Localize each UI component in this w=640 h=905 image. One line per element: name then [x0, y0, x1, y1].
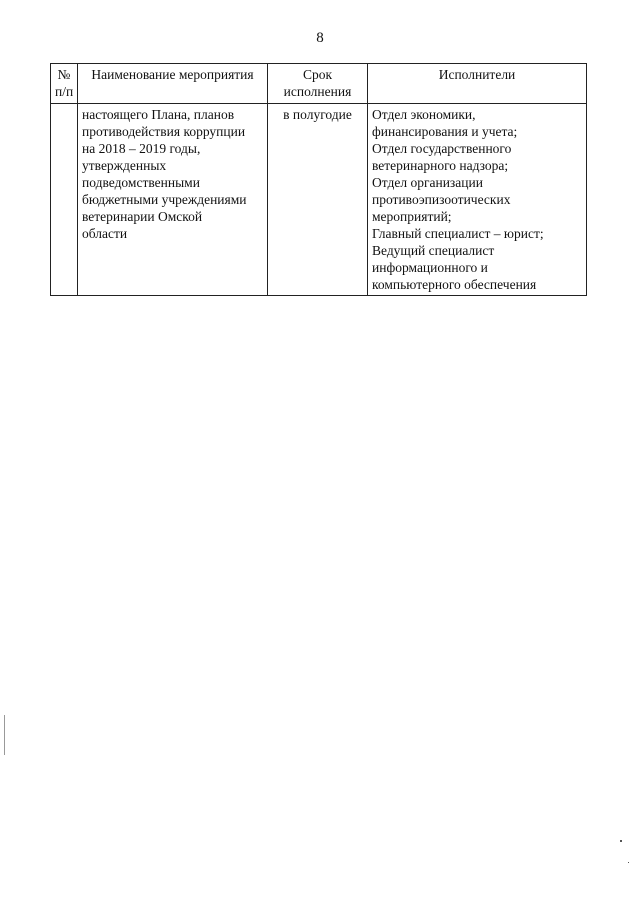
table-header-row [51, 64, 587, 104]
executor-line: противоэпизоотических [372, 192, 511, 207]
cell-term: в полугодие [268, 104, 368, 296]
header-term [268, 64, 368, 104]
executor-line: информационного и [372, 260, 488, 275]
cell-num [51, 104, 78, 296]
page-number: 8 [316, 30, 324, 46]
name-line: области [82, 226, 128, 241]
header-name [78, 64, 268, 104]
name-line: утвержденных [82, 158, 167, 173]
table-row [51, 104, 587, 296]
executor-line: финансирования и учета; [372, 124, 518, 139]
name-line: противодействия коррупции [82, 124, 246, 139]
executor-line: Отдел экономики, [372, 107, 476, 122]
executor-line: мероприятий; [372, 209, 452, 224]
header-term-line: исполнения [283, 84, 352, 99]
cell-executors [368, 104, 587, 296]
header-executors-label: Исполнители [438, 67, 516, 82]
scan-speck [628, 862, 629, 863]
name-line: настоящего Плана, планов [82, 107, 235, 122]
executor-line: Ведущий специалист [372, 243, 495, 258]
name-line: ветеринарии Омской [82, 209, 203, 224]
cell-name [78, 104, 268, 296]
header-name-label: Наименование мероприятия [91, 67, 254, 82]
executor-line: Главный специалист – юрист; [372, 226, 544, 241]
header-num-line: № [57, 67, 71, 82]
header-executors [368, 64, 587, 104]
name-line: на 2018 – 2019 годы, [82, 141, 201, 156]
executor-line: Отдел государственного [372, 141, 512, 156]
name-line: подведомственными [82, 175, 200, 190]
header-term-line: Срок [302, 67, 333, 82]
header-num-line: п/п [55, 84, 74, 99]
header-num [51, 64, 78, 104]
executor-line: компьютерного обеспечения [372, 277, 537, 292]
plan-table [50, 63, 587, 296]
executor-line: ветеринарного надзора; [372, 158, 509, 173]
scan-speck [620, 840, 622, 842]
scan-speck [4, 715, 5, 755]
executor-line: Отдел организации [372, 175, 483, 190]
name-line: бюджетными учреждениями [82, 192, 247, 207]
